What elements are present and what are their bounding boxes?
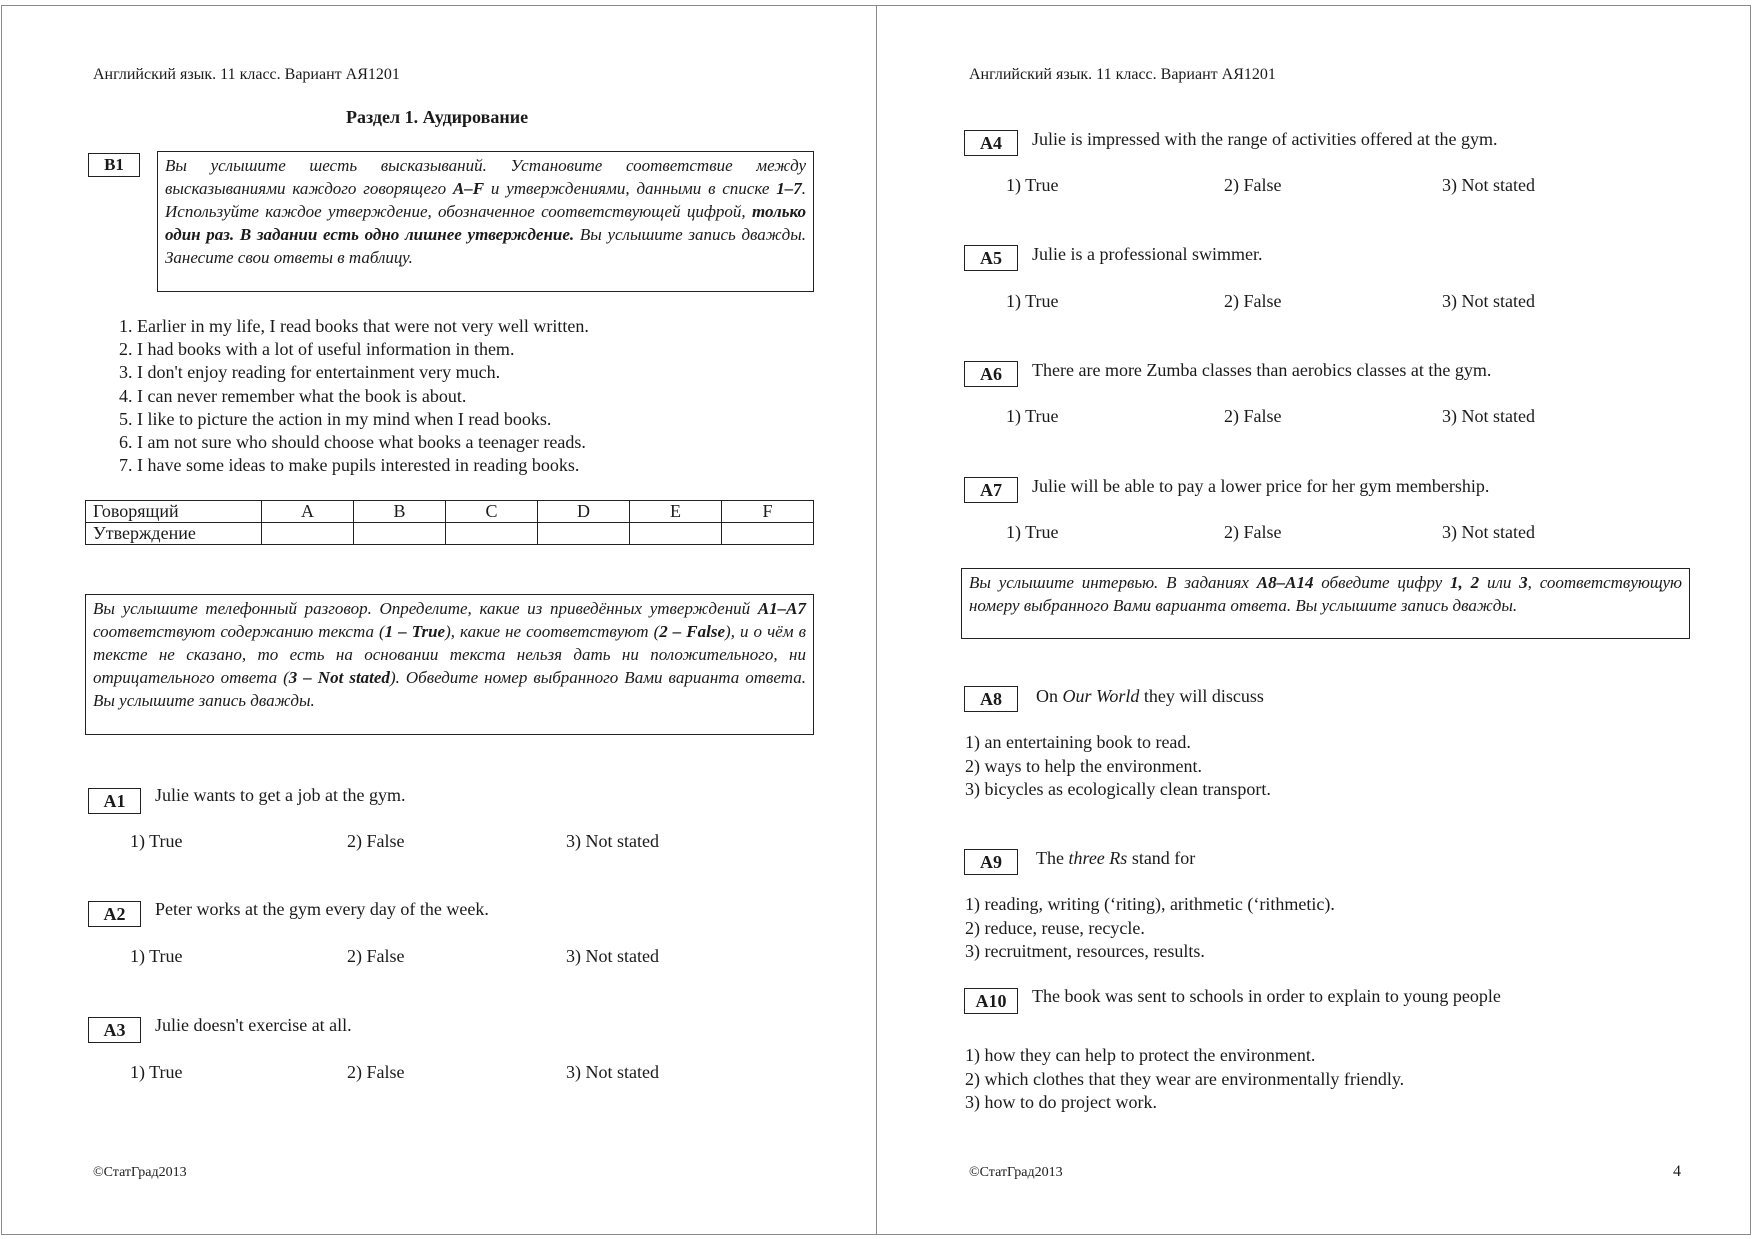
a5-option-false[interactable]: 2) False [1224,291,1282,311]
answer-cell-f[interactable] [721,523,813,545]
a2-option-true[interactable]: 1) True [130,946,183,966]
table-row-label-statement: Утверждение [86,523,262,545]
a6-option-true[interactable]: 1) True [1006,406,1059,426]
a1-question: Julie wants to get a job at the gym. [155,785,406,805]
a4-option-false[interactable]: 2) False [1224,175,1282,195]
b1-statement: 1. Earlier in my life, I read books that were not very well written. [119,316,589,336]
speaker-header-b: B [354,501,446,523]
a7-question: Julie will be able to pay a lower price for her gym membership. [1032,476,1490,496]
a9-option-3[interactable]: 3) recruitment, resources, results. [965,941,1205,961]
b1-statement: 3. I don't enjoy reading for entertainment very much. [119,362,501,383]
a3-label: A3 [88,1017,141,1043]
a4-option-true[interactable]: 1) True [1006,175,1059,195]
a4-label: A4 [964,130,1018,156]
a1-a7-instruction: Вы услышите телефонный разговор. Определите, какие из приведённых утверждений A1–A7 соответствуют содержанию текста (1 – True), какие не соответствуют (2 – False), и о чём в тексте не сказано, то есть на основании текста нельзя дать ни положительного, ни отрицательного ответа (3 – Not stated). Обведите номер выбранного Вами варианта ответа. Вы услышите запись дважды. [85,594,814,735]
b1-label: B1 [88,153,140,177]
a9-option-2[interactable]: 2) reduce, reuse, recycle. [965,917,1145,938]
a7-label: A7 [964,477,1018,503]
a3-option-not-stated[interactable]: 3) Not stated [566,1062,659,1082]
a6-label: A6 [964,361,1018,387]
a2-option-false[interactable]: 2) False [347,946,405,966]
b1-instruction: Вы услышите шесть высказываний. Установите соответствие между высказываниями каждого говорящего A–F и утверждениями, данными в списке 1–7. Используйте каждое утверждение, обозначенное соответствующей цифрой, только один раз. В задании есть одно лишнее утверждение. Вы услышите запись дважды. Занесите свои ответы в таблицу. [157,151,814,292]
a9-option-1[interactable]: 1) reading, writing (‘riting), arithmetic (‘rithmetic). [965,894,1335,914]
a8-option-3[interactable]: 3) bicycles as ecologically clean transport. [965,779,1271,799]
left-page-header: Английский язык. 11 класс. Вариант АЯ1201 [93,66,400,83]
answer-cell-d[interactable] [537,523,629,545]
page-number: 4 [1673,1163,1681,1180]
a7-option-false[interactable]: 2) False [1224,522,1282,542]
a6-option-false[interactable]: 2) False [1224,406,1282,426]
b1-answer-table [85,500,814,545]
b1-statement-list [119,315,589,477]
a10-option-1[interactable]: 1) how they can help to protect the environment. [965,1045,1316,1065]
speaker-header-f: F [721,501,813,523]
a6-option-not-stated[interactable]: 3) Not stated [1442,406,1535,426]
a3-option-true[interactable]: 1) True [130,1062,183,1082]
right-page-footer: ©СтатГрад2013 [969,1165,1063,1180]
a1-option-not-stated[interactable]: 3) Not stated [566,831,659,851]
a7-option-not-stated[interactable]: 3) Not stated [1442,522,1535,542]
a10-question: The book was sent to schools in order to explain to young people [1032,986,1501,1006]
a5-question: Julie is a professional swimmer. [1032,244,1263,264]
a5-option-not-stated[interactable]: 3) Not stated [1442,291,1535,311]
a10-options [965,1044,1404,1115]
a8-option-2[interactable]: 2) ways to help the environment. [965,755,1202,776]
a4-option-not-stated[interactable]: 3) Not stated [1442,175,1535,195]
a8-a14-instruction: Вы услышите интервью. В заданиях A8–A14 обведите цифру 1, 2 или 3, соответствующую номеру выбранного Вами варианта ответа. Вы услышите запись дважды. [961,568,1690,639]
answer-cell-b[interactable] [354,523,446,545]
a9-label: A9 [964,849,1018,875]
a8-question: On Our World they will discuss [1036,686,1264,706]
speaker-header-e: E [629,501,721,523]
speaker-header-a: A [262,501,354,523]
a4-question: Julie is impressed with the range of activities offered at the gym. [1032,129,1498,149]
section-title: Раздел 1. Аудирование [346,107,529,127]
a9-question: The three Rs stand for [1036,848,1196,868]
a2-question: Peter works at the gym every day of the week. [155,899,489,919]
b1-statement: 7. I have some ideas to make pupils interested in reading books. [119,455,580,476]
a8-label: A8 [964,686,1018,712]
speaker-header-d: D [537,501,629,523]
a9-options [965,893,1335,964]
a2-option-not-stated[interactable]: 3) Not stated [566,946,659,966]
page-divider [876,5,877,1235]
a1-option-false[interactable]: 2) False [347,831,405,851]
a3-option-false[interactable]: 2) False [347,1062,405,1082]
speaker-header-c: C [446,501,538,523]
left-page-footer: ©СтатГрад2013 [93,1165,187,1180]
a8-option-1[interactable]: 1) an entertaining book to read. [965,732,1191,752]
answer-cell-e[interactable] [629,523,721,545]
b1-statement: 5. I like to picture the action in my mind when I read books. [119,408,552,429]
answer-cell-a[interactable] [262,523,354,545]
a6-question: There are more Zumba classes than aerobics classes at the gym. [1032,360,1492,380]
a10-option-2[interactable]: 2) which clothes that they wear are environmentally friendly. [965,1068,1405,1089]
table-row-label-speaker: Говорящий [86,501,262,523]
a7-option-true[interactable]: 1) True [1006,522,1059,542]
b1-statement: 2. I had books with a lot of useful information in them. [119,339,515,360]
a1-label: A1 [88,788,141,814]
b1-statement: 4. I can never remember what the book is about. [119,385,467,406]
a10-label: A10 [964,988,1018,1014]
right-page-header: Английский язык. 11 класс. Вариант АЯ1201 [969,66,1276,83]
a8-options [965,731,1271,802]
a2-label: A2 [88,901,141,927]
a5-option-true[interactable]: 1) True [1006,291,1059,311]
a5-label: A5 [964,245,1018,271]
a1-option-true[interactable]: 1) True [130,831,183,851]
a3-question: Julie doesn't exercise at all. [155,1015,352,1035]
a10-option-3[interactable]: 3) how to do project work. [965,1092,1157,1112]
answer-cell-c[interactable] [446,523,538,545]
b1-statement: 6. I am not sure who should choose what books a teenager reads. [119,432,586,453]
